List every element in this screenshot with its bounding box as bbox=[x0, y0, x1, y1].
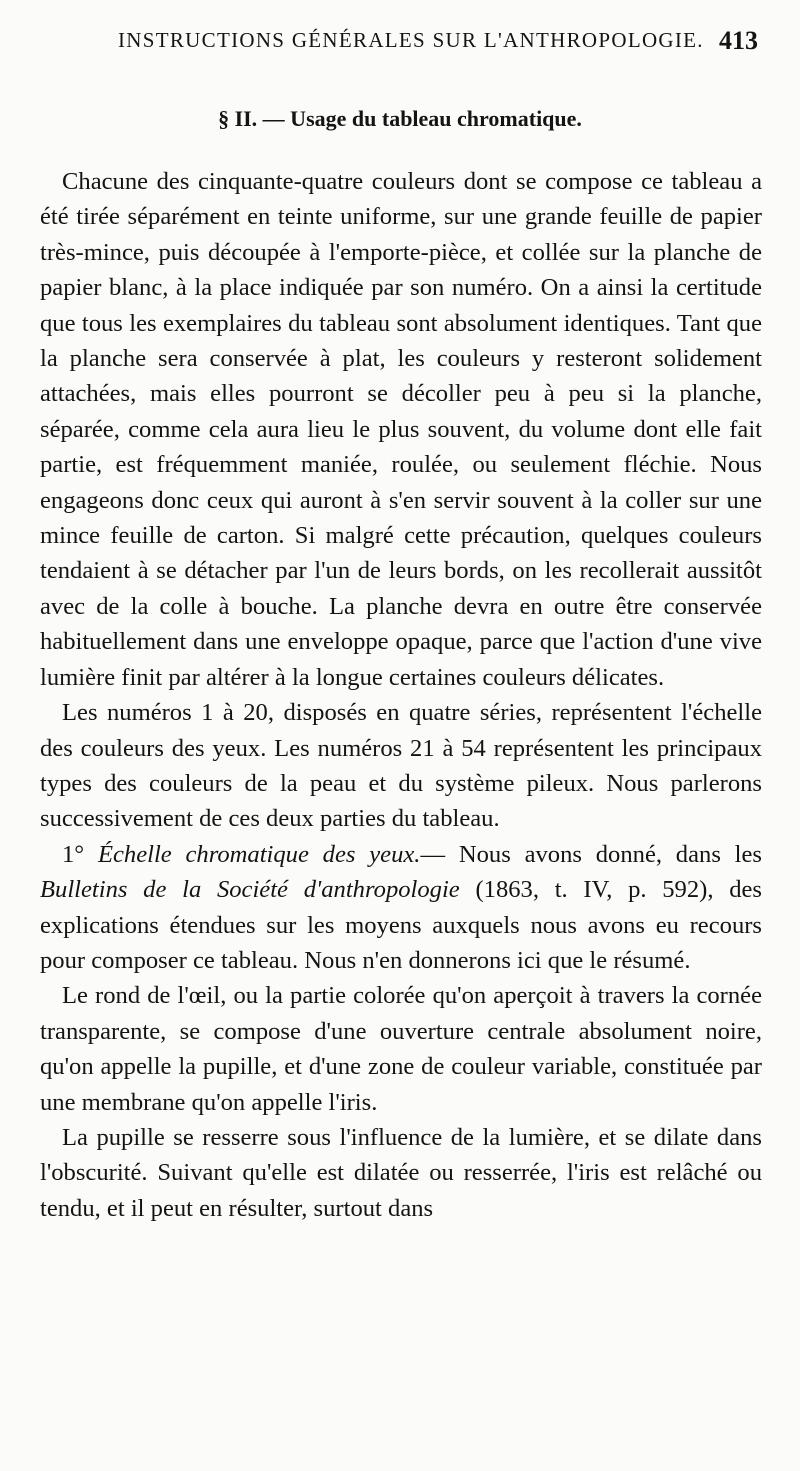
bibliographic-reference: Bulletins de la Société d'anthropologie bbox=[40, 876, 460, 904]
paragraph-rest: (1863, t. IV, p. 592), des explications étendues sur les moyens auxquels nous avons eu recours pour composer ce tableau. Nous n'en donnerons ici que le résumé. bbox=[40, 876, 762, 974]
paragraph: Chacune des cinquante-quatre couleurs dont se compose ce tableau a été tirée séparément en teinte uniforme, sur une grande feuille de papier très-mince, puis découpée à l'emporte-pièce, et collée sur la planche de papier blanc, à la place indiquée par son numéro. On a ainsi la certitude que tous les exemplaires du tableau sont absolument identiques. Tant que la planche sera conservée à plat, les couleurs y resteront solidement attachées, mais elles pourront se décoller peu à peu si la planche, séparée, comme cela aura lieu le plus souvent, du volume dont elle fait partie, est fréquemment maniée, roulée, ou seulement fléchie. Nous engageons donc ceux qui auront à s'en servir souvent à la coller sur une mince feuille de carton. Si malgré cette précaution, quelques couleurs tendaient à se détacher par l'un de leurs bords, on les recollerait aussitôt avec de la colle à bouche. La planche devra en outre être conservée habituellement dans une enveloppe opaque, parce que l'action d'une vive lumière finit par altérer à la longue certaines couleurs délicates. bbox=[40, 168, 762, 691]
paragraph: Les numéros 1 à 20, disposés en quatre séries, représentent l'échelle des couleurs des yeux. Les numéros 21 à 54 représentent les principaux types des couleurs de la peau et du système pileux. Nous parlerons successivement de ces deux parties du tableau. bbox=[40, 699, 762, 833]
body-text bbox=[40, 164, 762, 1226]
paragraph: La pupille se resserre sous l'influence de la lumière, et se dilate dans l'obscurité. Suivant qu'elle est dilatée ou resserrée, l'iris est relâché ou tendu, et il peut en résulter, surtout dans bbox=[40, 1123, 762, 1222]
running-header bbox=[118, 28, 762, 60]
page-number: 413 bbox=[719, 26, 758, 55]
running-title: INSTRUCTIONS GÉNÉRALES SUR L'ANTHROPOLOGIE. bbox=[118, 28, 704, 52]
paragraph bbox=[40, 837, 762, 979]
subsection-number: 1° bbox=[62, 840, 85, 868]
paragraph-lead: — Nous avons donné, dans les bbox=[420, 840, 763, 868]
section-heading: § II. — Usage du tableau chromatique. bbox=[218, 106, 582, 131]
subsection-title: Échelle chromatique des yeux. bbox=[97, 840, 421, 868]
paragraph: Le rond de l'œil, ou la partie colorée qu'on aperçoit à travers la cornée transparente, se compose d'une ouverture centrale absolument noire, qu'on appelle la pupille, et d'une zone de couleur variable, constituée par une membrane qu'on appelle l'iris. bbox=[40, 982, 762, 1116]
